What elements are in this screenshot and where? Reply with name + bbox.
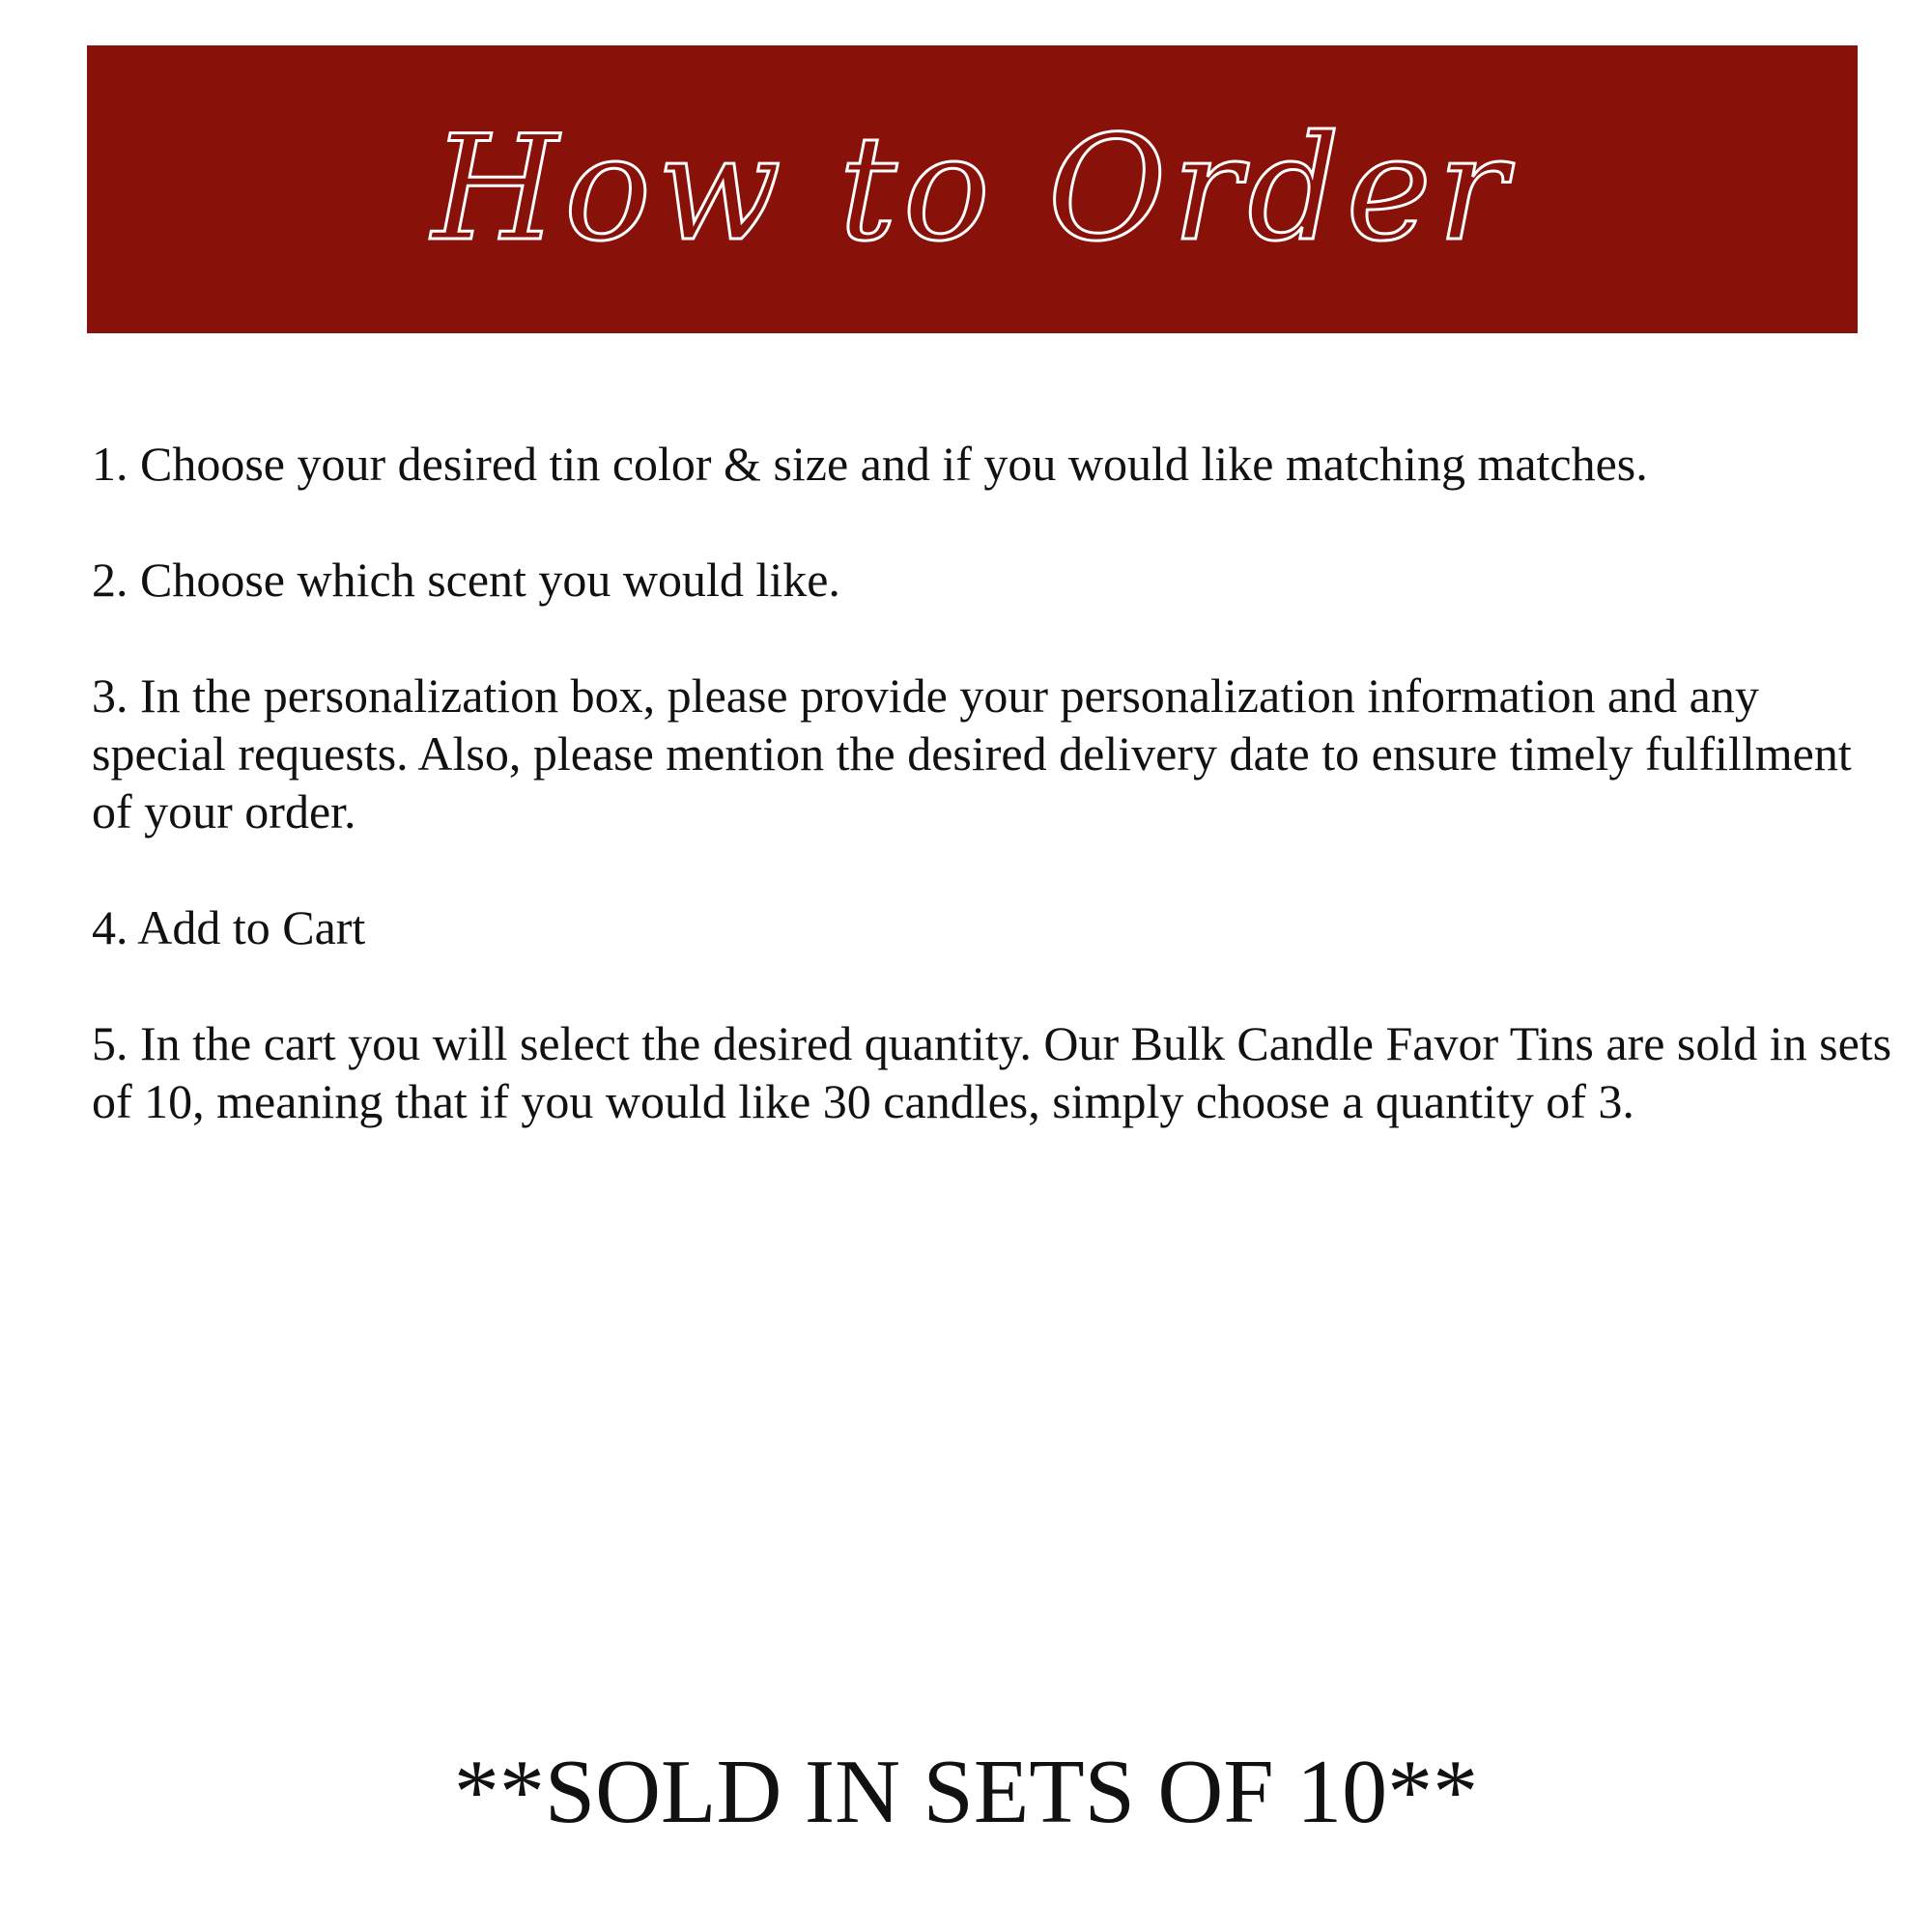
step-5: 5. In the cart you will select the desired quantity. Our Bulk Candle Favor Tins are sold in sets of 10, meaning that if you would like 30 candles, simply choose a quantity of 3.: [92, 1016, 1892, 1128]
page-title: How to Order: [432, 105, 1513, 273]
header-banner: [87, 45, 1858, 333]
sold-in-sets-note: **SOLD IN SETS OF 10**: [453, 1742, 1479, 1842]
order-steps-list: [92, 435, 1898, 1188]
step-3: 3. In the personalization box, please provide your personalization information and any special requests. Also, please mention the desired delivery date to ensure timely fulfillment of your order.: [92, 668, 1852, 838]
step-2: 2. Choose which scent you would like.: [92, 553, 840, 607]
step-1: 1. Choose your desired tin color & size and if you would like matching matches.: [92, 437, 1648, 491]
step-4: 4. Add to Cart: [92, 900, 366, 954]
